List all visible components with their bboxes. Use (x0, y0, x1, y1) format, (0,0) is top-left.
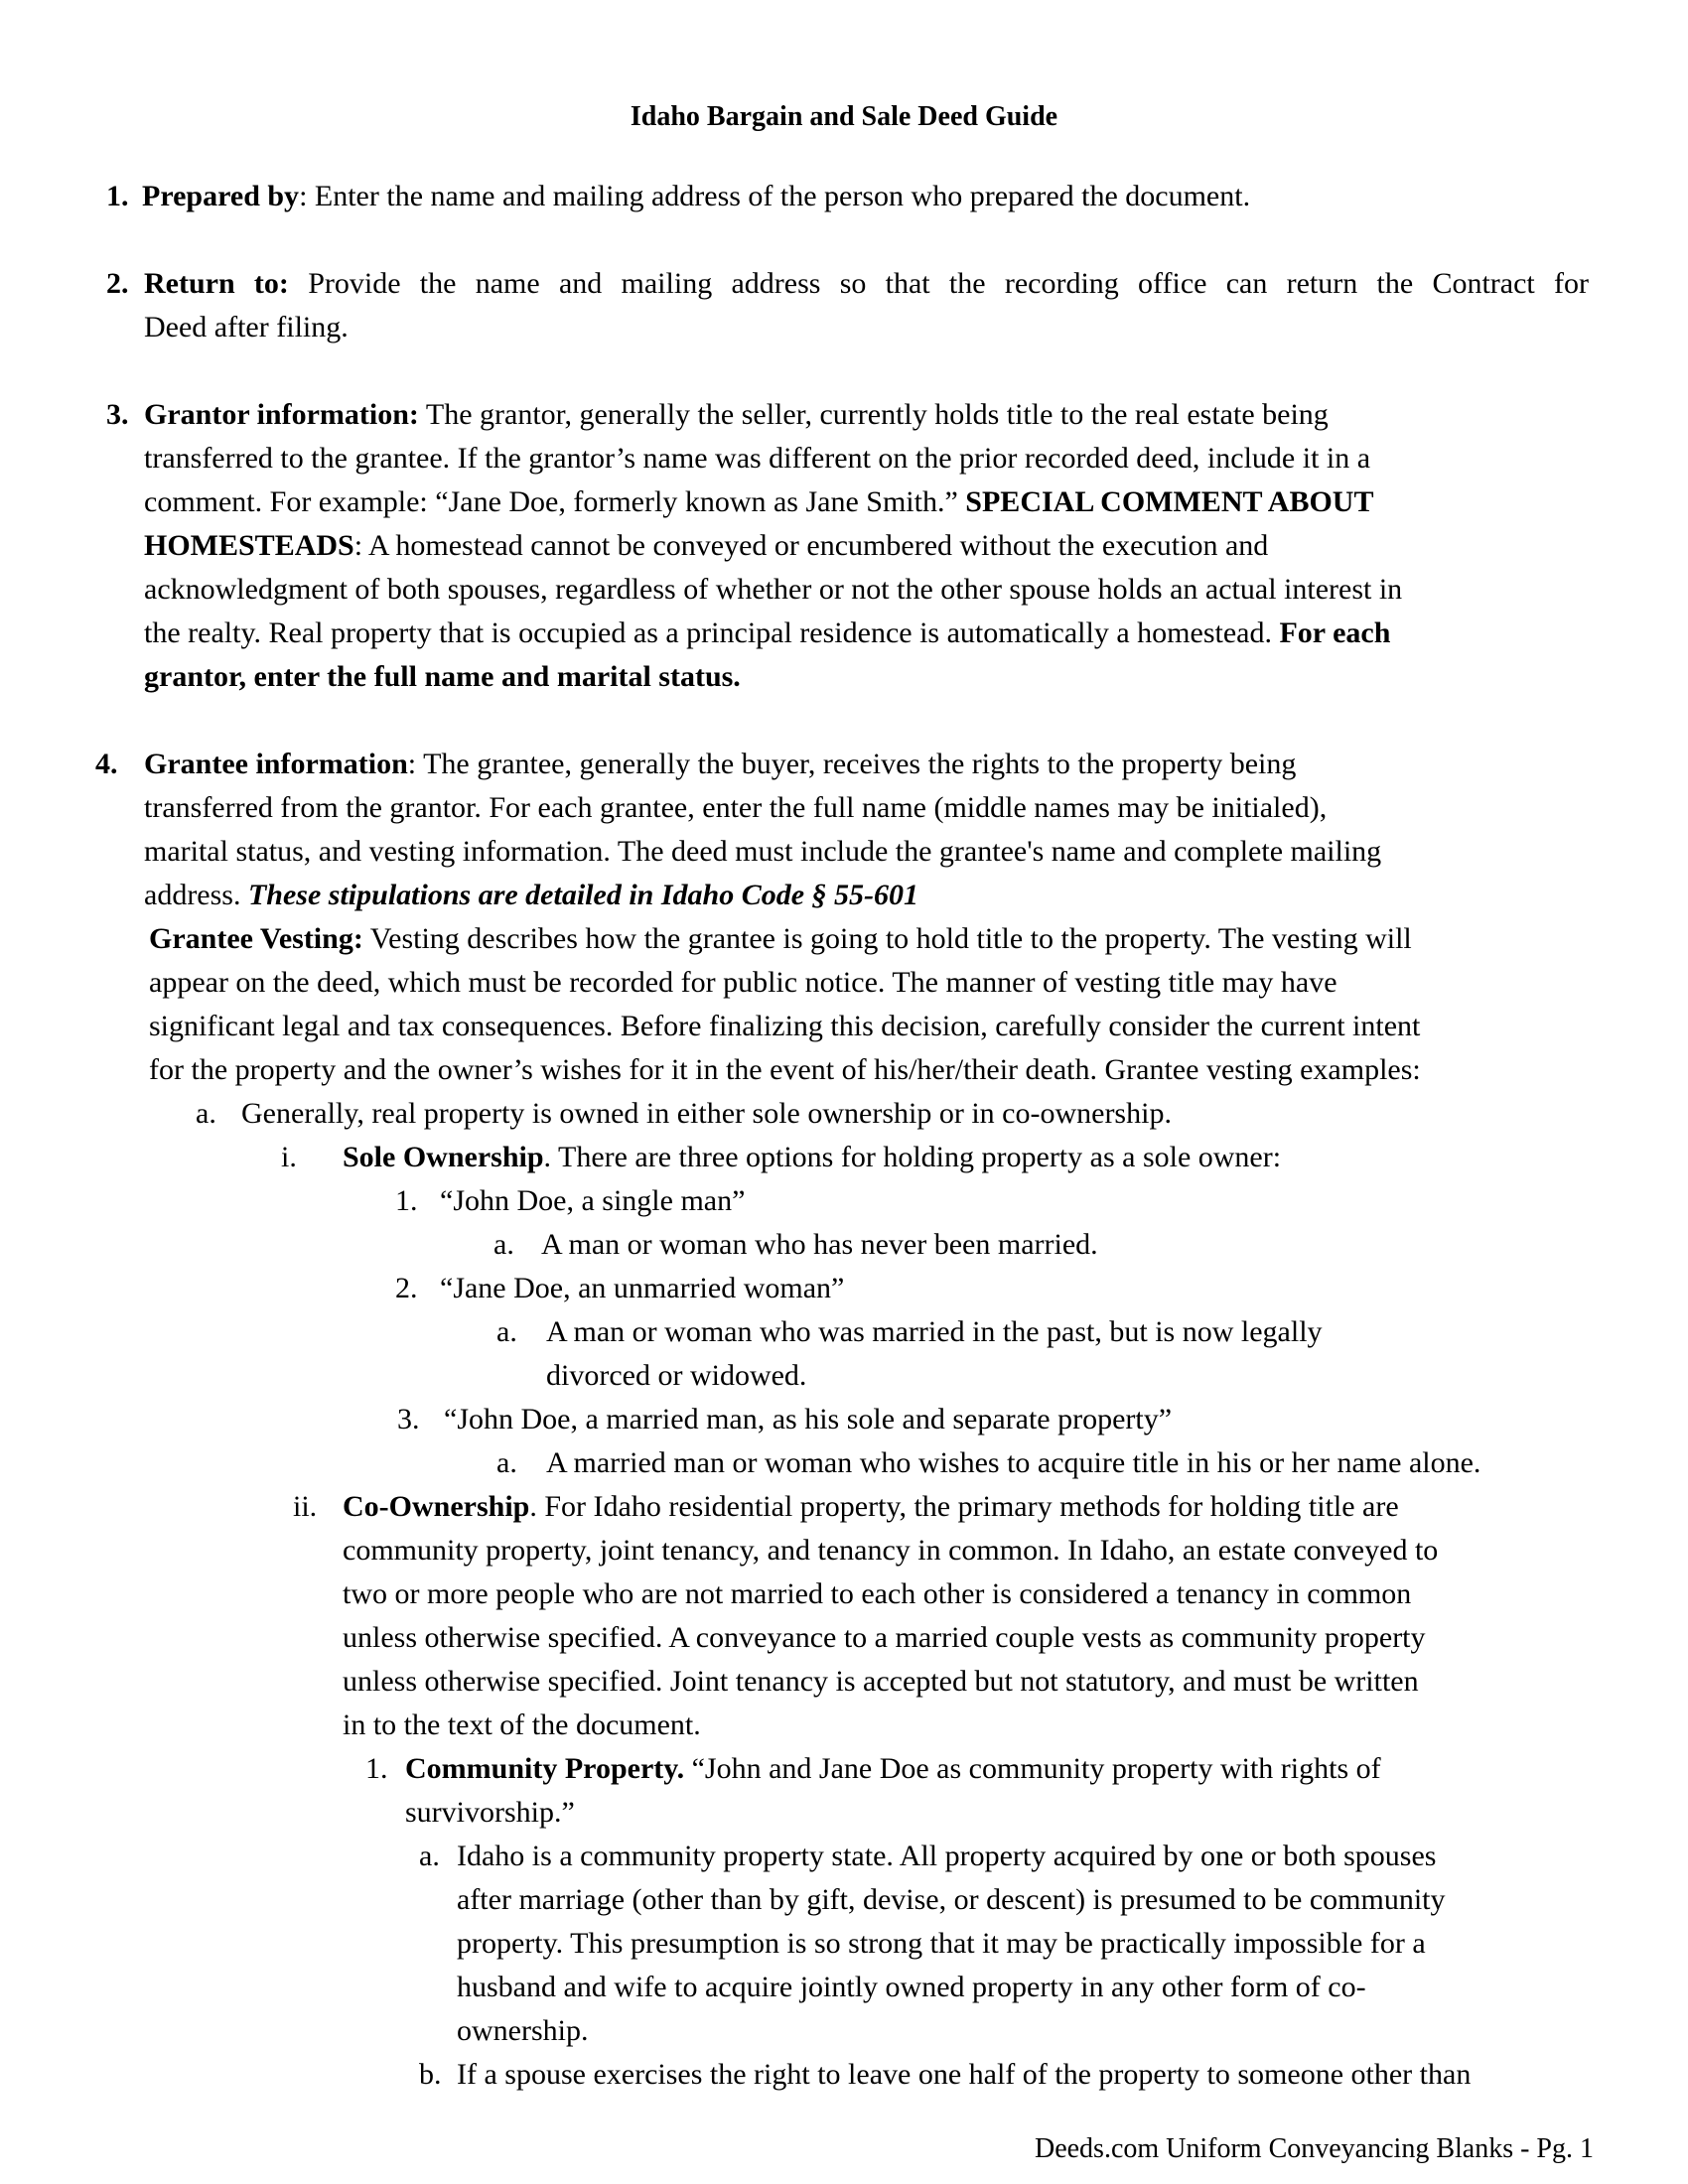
section-3-line-5: acknowledgment of both spouses, regardless of whether or not the other spouse holds an actual interest in (144, 573, 1403, 606)
section-4-line-1: Grantee information: The grantee, generally the buyer, receives the rights to the property being (144, 748, 1297, 780)
community-number: 1. (365, 1752, 388, 1785)
sole-2a-number: a. (496, 1315, 517, 1348)
sole-2a-line-1: A man or woman who was married in the past, but is now legally (546, 1315, 1323, 1348)
section-2-line-2: Deed after filing. (144, 311, 349, 343)
section-2-label: Return to: (144, 267, 289, 300)
item-ii-line-1: Co-Ownership. For Idaho residential property, the primary methods for holding title are (343, 1490, 1399, 1523)
section-1-number: 1. (106, 180, 129, 212)
section-4-label: Grantee information (144, 748, 408, 780)
sole-2a-line-2: divorced or widowed. (546, 1359, 807, 1392)
section-2-number: 2. (106, 267, 129, 300)
community-a-line-2: after marriage (other than by gift, devise, or descent) is presumed to be community (457, 1883, 1446, 1916)
section-4-line-3: marital status, and vesting information. The deed must include the grantee's name and complete mailing (144, 835, 1382, 868)
section-3-line-7: grantor, enter the full name and marital status. (144, 660, 741, 693)
sole-1a-number: a. (493, 1228, 514, 1261)
section-3-number: 3. (106, 398, 129, 431)
sole-2-text: “Jane Doe, an unmarried woman” (440, 1272, 845, 1304)
item-ii-line-3: two or more people who are not married to each other is considered a tenancy in common (343, 1577, 1412, 1610)
community-line-2: survivorship.” (405, 1796, 575, 1829)
section-3-line-2: transferred to the grantee. If the grantor’s name was different on the prior recorded deed, include it in a (144, 442, 1371, 475)
sole-ownership-label: Sole Ownership (343, 1141, 544, 1173)
vesting-line-4: for the property and the owner’s wishes for it in the event of his/her/their death. Grantee vesting examples: (149, 1053, 1421, 1086)
item-a-number: a. (196, 1097, 216, 1130)
sole-1a-text: A man or woman who has never been married. (541, 1228, 1098, 1261)
section-2-line-1: Return to: Provide the name and mailing address so that the recording office can return the Contract for (144, 267, 1589, 300)
section-3-line-1: Grantor information: The grantor, generally the seller, currently holds title to the real estate being (144, 398, 1329, 431)
sole-2-number: 2. (395, 1272, 418, 1304)
section-1-line (142, 177, 1250, 216)
sole-3a-number: a. (496, 1446, 517, 1479)
item-i-number: i. (281, 1141, 297, 1173)
grantee-vesting-label: Grantee Vesting: (149, 922, 363, 955)
section-1-label: Prepared by (142, 180, 300, 212)
community-a-number: a. (419, 1840, 440, 1872)
vesting-line-1: Grantee Vesting: Vesting describes how the grantee is going to hold title to the property. The vesting will (149, 922, 1412, 955)
sole-3a-text: A married man or woman who wishes to acquire title in his or her name alone. (546, 1446, 1481, 1479)
vesting-line-3: significant legal and tax consequences. Before finalizing this decision, carefully consider the current intent (149, 1010, 1421, 1042)
community-a-line-3: property. This presumption is so strong that it may be practically impossible for a (457, 1927, 1426, 1960)
co-ownership-label: Co-Ownership (343, 1490, 530, 1523)
community-a-line-5: ownership. (457, 2014, 589, 2047)
community-line-1: Community Property. “John and Jane Doe as community property with rights of (405, 1752, 1381, 1785)
item-ii-line-5: unless otherwise specified. Joint tenancy is accepted but not statutory, and must be written (343, 1665, 1419, 1698)
sole-1-text: “John Doe, a single man” (440, 1184, 746, 1217)
community-b-line-1: If a spouse exercises the right to leave one half of the property to someone other than (457, 2058, 1472, 2091)
community-a-line-1: Idaho is a community property state. All property acquired by one or both spouses (457, 1840, 1437, 1872)
item-i-line: Sole Ownership. There are three options for holding property as a sole owner: (343, 1141, 1282, 1173)
page-footer: Deeds.com Uniform Conveyancing Blanks - Pg. 1 (1034, 2133, 1594, 2164)
community-property-label: Community Property. (405, 1752, 685, 1785)
section-3-label: Grantor information: (144, 398, 419, 431)
section-3-line-6: the realty. Real property that is occupied as a principal residence is automatically a homestead. For each (144, 616, 1391, 649)
sole-3-text: “John Doe, a married man, as his sole and separate property” (444, 1403, 1173, 1435)
sole-3-number: 3. (397, 1403, 420, 1435)
section-4-line-4: address. These stipulations are detailed in Idaho Code § 55-601 (144, 879, 919, 911)
section-4-number: 4. (95, 748, 118, 780)
item-ii-line-2: community property, joint tenancy, and tenancy in common. In Idaho, an estate conveyed to (343, 1534, 1439, 1567)
item-ii-line-4: unless otherwise specified. A conveyance to a married couple vests as community property (343, 1621, 1426, 1654)
section-1-text: : Enter the name and mailing address of the person who prepared the document. (299, 180, 1251, 212)
idaho-code-reference: These stipulations are detailed in Idaho Code § 55-601 (247, 879, 919, 911)
section-3-line-3: comment. For example: “Jane Doe, formerly known as Jane Smith.” SPECIAL COMMENT ABOUT (144, 485, 1374, 518)
sole-1-number: 1. (395, 1184, 418, 1217)
community-a-line-4: husband and wife to acquire jointly owned property in any other form of co- (457, 1971, 1366, 2003)
page-title: Idaho Bargain and Sale Deed Guide (630, 101, 1058, 132)
section-4-line-2: transferred from the grantor. For each grantee, enter the full name (middle names may be initialed), (144, 791, 1328, 824)
community-b-number: b. (419, 2058, 442, 2091)
item-a-text: Generally, real property is owned in either sole ownership or in co-ownership. (241, 1097, 1172, 1130)
item-ii-line-6: in to the text of the document. (343, 1708, 701, 1741)
item-ii-number: ii. (293, 1490, 318, 1523)
section-3-line-4: HOMESTEADS: A homestead cannot be conveyed or encumbered without the execution and (144, 529, 1269, 562)
vesting-line-2: appear on the deed, which must be recorded for public notice. The manner of vesting title may have (149, 966, 1337, 999)
